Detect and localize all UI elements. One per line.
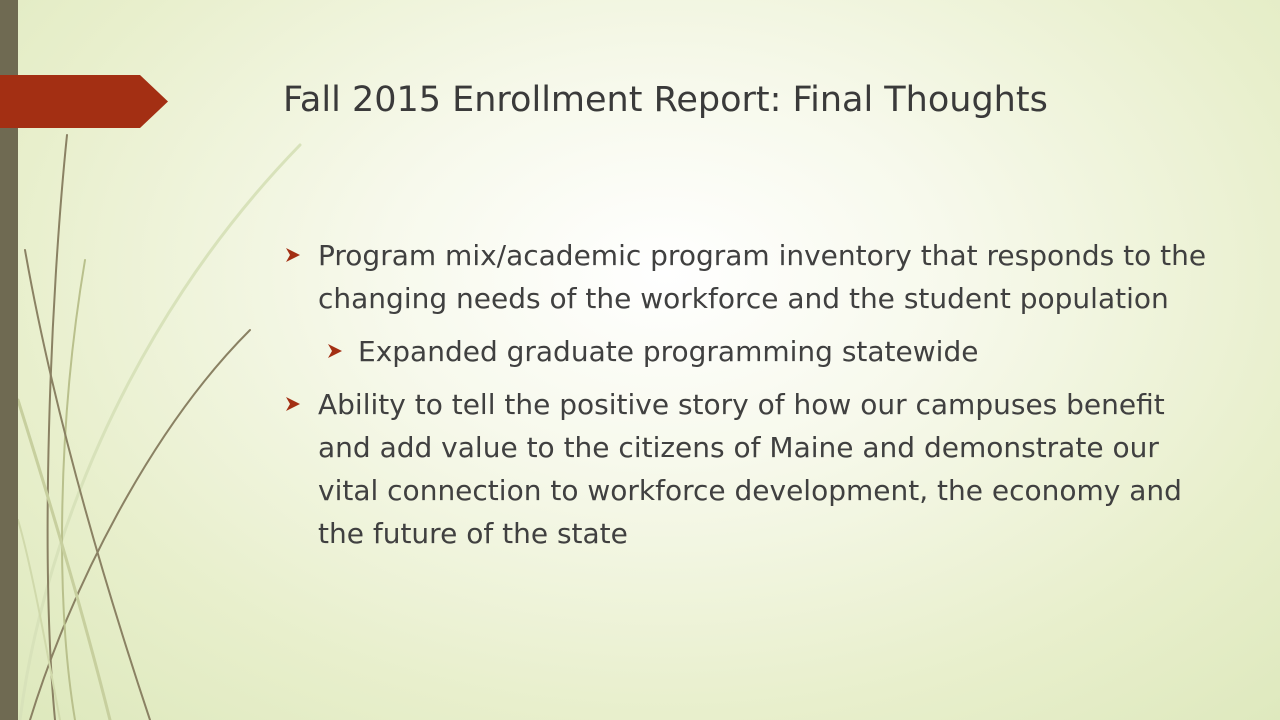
sub-bullet-text: Expanded graduate programming statewide [358,335,979,368]
bullet-item [285,383,1215,555]
bullet-text: Ability to tell the positive story of how our campuses benefit and add value to the citizens of Maine and demonstrate our vital connection to workforce development, the economy and the future of the state [318,388,1182,550]
slide-title: Fall 2015 Enrollment Report: Final Thoughts [283,80,1048,120]
bullet-text: Program mix/academic program inventory that responds to the changing needs of the workforce and the student population [318,239,1207,315]
sub-bullet-item [327,330,1215,373]
bullet-item [285,234,1215,320]
arrow-bullet-icon [285,247,301,263]
arrow-bullet-icon [327,343,343,359]
title-accent-tab [0,75,168,128]
bullet-list [285,234,1215,565]
arrow-bullet-icon [285,396,301,412]
